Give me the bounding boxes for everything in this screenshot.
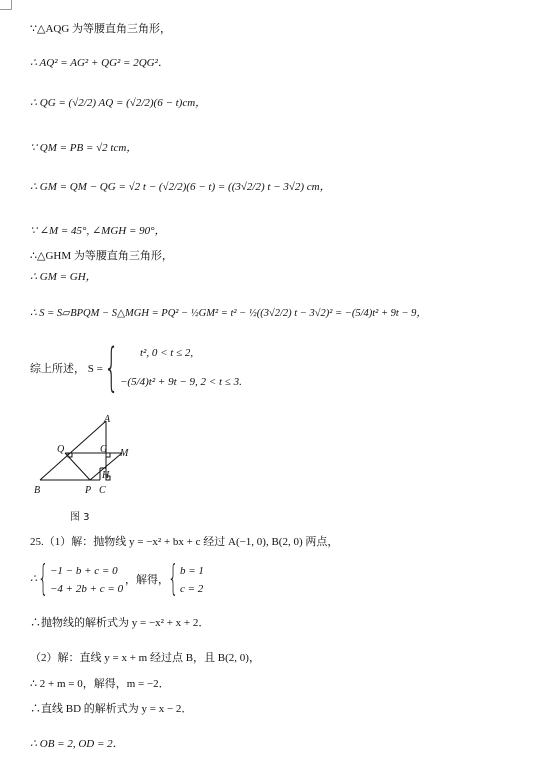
figure-label-p: P	[85, 485, 92, 496]
solution-line-1: ∵△AQG 为等腰直角三角形，	[30, 23, 172, 35]
system-prefix: ∴	[30, 573, 37, 585]
solution-line-5: ∴ GM = QM − QG = √2 t − (√2/2)(6 − t) = ((3√2/2) t − 3√2) cm，	[30, 181, 331, 193]
solution-line-2: ∴ AQ² = AG² + QG² = 2QG²．	[30, 57, 169, 69]
q25-line-bd: ∴直线 BD 的解析式为 y = x − 2．	[30, 703, 193, 715]
figure-label-g: G	[100, 444, 108, 455]
system-equation-2: −4 + 2b + c = 0	[50, 583, 124, 595]
solution-line-7: ∴△GHM 为等腰直角三角形，	[30, 250, 173, 262]
system-equation-1: −1 − b + c = 0	[50, 565, 118, 577]
summary-brace: {	[104, 338, 119, 398]
system-solve-text: ，解得，	[125, 574, 169, 586]
page-corner-mark	[0, 0, 12, 10]
figure-caption: 图 3	[70, 512, 90, 523]
solution-line-3: ∴ QG = (√2/2) AQ = (√2/2)(6 − t)cm，	[30, 97, 207, 109]
figure-label-c: C	[99, 485, 106, 496]
q25-ob-od: ∴ OB = 2, OD = 2．	[30, 738, 124, 750]
figure-label-q: Q	[57, 444, 65, 455]
figure-label-b: B	[34, 485, 41, 496]
solution-line-8: ∴ GM = GH，	[30, 271, 97, 283]
q25-solve-m: ∴ 2 + m = 0，解得，m = −2．	[30, 678, 170, 690]
solution-line-6: ∵ ∠M = 45°, ∠MGH = 90°，	[30, 225, 166, 237]
q25-part1-statement: 25.（1）解：抛物线 y = −x² + bx + c 经过 A(−1, 0), B(2, 0) 两点，	[30, 536, 339, 548]
figure-label-a: A	[104, 414, 111, 425]
solution-line-4: ∵ QM = PB = √2 tcm，	[30, 142, 138, 154]
summary-case-2: −(5/4)t² + 9t − 9, 2 < t ≤ 3.	[120, 376, 242, 388]
summary-case-1: t², 0 < t ≤ 2,	[140, 347, 194, 359]
figure-label-h: H	[102, 470, 110, 481]
q25-parabola-expression: ∴抛物线的解析式为 y = −x² + x + 2．	[30, 617, 210, 629]
solution-line-9: ∴ S = S▱BPQM − S△MGH = PQ² − ½GM² = t² − ½((3√2/2) t − 3√2)² = −(5/4)t² + 9t − 9，	[30, 308, 427, 319]
system-brace-left: {	[38, 558, 49, 599]
system-brace-right: {	[168, 558, 179, 599]
solution-b: b = 1	[180, 565, 204, 577]
q25-part2-statement: （2）解：直线 y = x + m 经过点 B，且 B(2, 0)，	[30, 652, 260, 664]
solution-c: c = 2	[180, 583, 204, 595]
figure-label-m: M	[120, 448, 129, 459]
summary-prefix: 综上所述， S =	[30, 363, 103, 375]
